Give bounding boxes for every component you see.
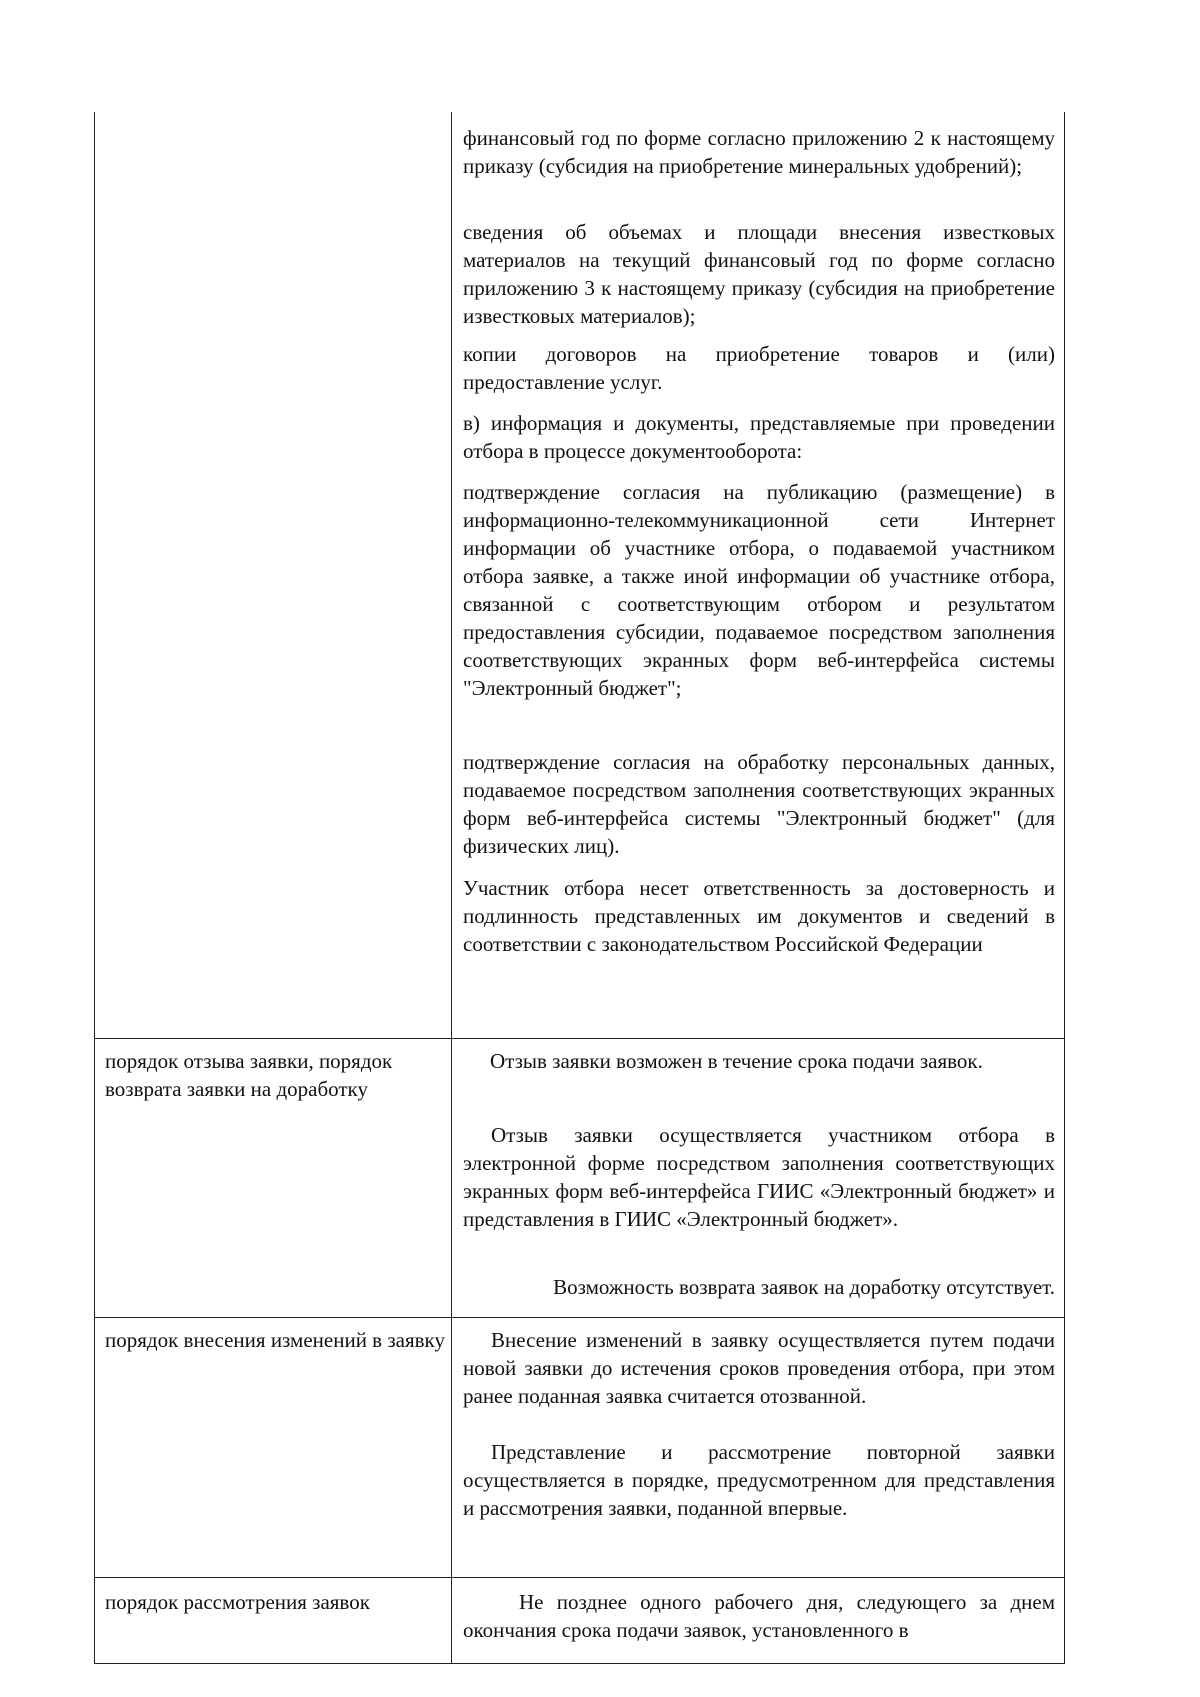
row-label: порядок внесения изменений в заявку — [105, 1328, 445, 1352]
paragraph: Внесение изменений в заявку осуществляется путем подачи новой заявки до истечения сроков проведения отбора, при этом ранее поданная заявка считается отозванной. — [463, 1328, 1055, 1408]
paragraph: Возможность возврата заявок на доработку отсутствует. — [553, 1275, 1055, 1299]
table-row — [94, 112, 1065, 1039]
table-row — [94, 1578, 1065, 1664]
row-label: порядок рассмотрения заявок — [105, 1590, 370, 1614]
paragraph: подтверждение согласия на обработку персональных данных, подаваемое посредством заполнения соответствующих экранных форм веб-интерфейса системы "Электронный бюджет" (для физических лиц). — [463, 750, 1055, 858]
column-divider — [451, 1039, 452, 1317]
paragraph: подтверждение согласия на публикацию (размещение) в информационно-телекоммуникационной сети Интернет информации об участнике отбора, о подаваемой участником отбора заявке, а также иной информации об участнике отбора, связанной с соответствующим отбором и результатом предоставления субсидии, подаваемое посредством заполнения соответствующих экранных форм веб-интерфейса системы "Электронный бюджет"; — [463, 480, 1055, 700]
paragraph: финансовый год по форме согласно приложению 2 к настоящему приказу (субсидия на приобретение минеральных удобрений); — [463, 126, 1055, 178]
paragraph: сведения об объемах и площади внесения известковых материалов на текущий финансовый год по форме согласно приложению 3 к настоящему приказу (субсидия на приобретение известковых материалов); — [463, 220, 1055, 328]
column-divider — [451, 1318, 452, 1577]
paragraph: Участник отбора несет ответственность за достоверность и подлинность представленных им документов и сведений в соответствии с законодательством Российской Федерации — [463, 876, 1055, 956]
row-label: порядок отзыва заявки, порядок возврата заявки на доработку — [105, 1049, 393, 1101]
table-row — [94, 1318, 1065, 1578]
paragraph: в) информация и документы, представляемые при проведении отбора в процессе документооборота: — [463, 411, 1055, 463]
paragraph: Отзыв заявки возможен в течение срока подачи заявок. — [490, 1049, 983, 1073]
paragraph: Отзыв заявки осуществляется участником отбора в электронной форме посредством заполнения соответствующих экранных форм веб-интерфейса ГИИС «Электронный бюджет» и представления в ГИИС «Электронный бюджет». — [463, 1123, 1055, 1231]
paragraph: Не позднее одного рабочего дня, следующего за днем окончания срока подачи заявок, установленного в — [463, 1590, 1055, 1642]
paragraph: копии договоров на приобретение товаров и (или) предоставление услуг. — [463, 342, 1055, 394]
table-row — [94, 1039, 1065, 1318]
paragraph: Представление и рассмотрение повторной заявки осуществляется в порядке, предусмотренном для представления и рассмотрения заявки, поданной впервые. — [463, 1440, 1055, 1520]
column-divider — [451, 1578, 452, 1663]
column-divider — [451, 112, 452, 1038]
